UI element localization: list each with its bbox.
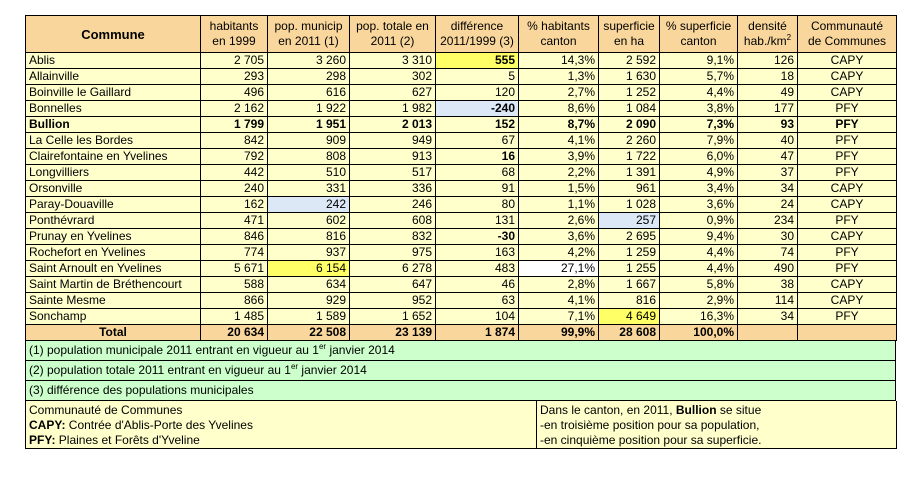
cell-hab: 162 bbox=[201, 197, 268, 213]
cell-pm: 937 bbox=[268, 245, 350, 261]
cell-diff: 68 bbox=[436, 165, 519, 181]
cell-name: Paray-Douaville bbox=[26, 197, 201, 213]
cell-pt: 3 310 bbox=[350, 53, 436, 69]
total-row bbox=[26, 325, 897, 341]
cell-name: Boinville le Gaillard bbox=[26, 85, 201, 101]
cell-ps: 5,7% bbox=[660, 69, 738, 85]
cell-cc: CAPY bbox=[798, 229, 897, 245]
cell-pt: 949 bbox=[350, 133, 436, 149]
cell-sup: 1 252 bbox=[599, 85, 660, 101]
cell-pm: 1 589 bbox=[268, 309, 350, 325]
cell-ph: 7,1% bbox=[519, 309, 599, 325]
cell-pm: 510 bbox=[268, 165, 350, 181]
cell-dens: 24 bbox=[738, 197, 798, 213]
cell-sup: 961 bbox=[599, 181, 660, 197]
cell-sup: 1 391 bbox=[599, 165, 660, 181]
cell-hab: 588 bbox=[201, 277, 268, 293]
cell-diff: -240 bbox=[436, 101, 519, 117]
cell-cc: CAPY bbox=[798, 197, 897, 213]
legend-communautes bbox=[26, 401, 537, 449]
table-row bbox=[26, 293, 897, 309]
cell-dens: 126 bbox=[738, 53, 798, 69]
cell-ps: 9,4% bbox=[660, 229, 738, 245]
cell-cc: CAPY bbox=[798, 277, 897, 293]
notes-table bbox=[25, 341, 896, 401]
cell-sup: 4 649 bbox=[599, 309, 660, 325]
table-row bbox=[26, 213, 897, 229]
cell-cc: PFY bbox=[798, 101, 897, 117]
cell-ps: 7,3% bbox=[660, 117, 738, 133]
cell-hab: 846 bbox=[201, 229, 268, 245]
cell-pm: 3 260 bbox=[268, 53, 350, 69]
cell-ps: 4,4% bbox=[660, 261, 738, 277]
total-cc bbox=[798, 325, 897, 341]
cell-pt: 302 bbox=[350, 69, 436, 85]
total-diff: 1 874 bbox=[436, 325, 519, 341]
cell-sup: 2 260 bbox=[599, 133, 660, 149]
cell-dens: 49 bbox=[738, 85, 798, 101]
table-row bbox=[26, 197, 897, 213]
cell-pm: 331 bbox=[268, 181, 350, 197]
cell-cc: CAPY bbox=[798, 85, 897, 101]
cell-name: Bonnelles bbox=[26, 101, 201, 117]
cell-hab: 842 bbox=[201, 133, 268, 149]
cell-ps: 16,3% bbox=[660, 309, 738, 325]
cell-hab: 2 705 bbox=[201, 53, 268, 69]
cell-diff: 67 bbox=[436, 133, 519, 149]
cell-hab: 442 bbox=[201, 165, 268, 181]
cell-pt: 6 278 bbox=[350, 261, 436, 277]
cell-diff: 16 bbox=[436, 149, 519, 165]
cell-dens: 34 bbox=[738, 309, 798, 325]
table-row bbox=[26, 181, 897, 197]
cell-ps: 3,4% bbox=[660, 181, 738, 197]
cell-pm: 602 bbox=[268, 213, 350, 229]
cell-name: Allainville bbox=[26, 69, 201, 85]
cell-cc: CAPY bbox=[798, 293, 897, 309]
cell-cc: CAPY bbox=[798, 53, 897, 69]
total-dens bbox=[738, 325, 798, 341]
cell-hab: 1 799 bbox=[201, 117, 268, 133]
total-ps: 100,0% bbox=[660, 325, 738, 341]
cell-ps: 6,0% bbox=[660, 149, 738, 165]
cell-name: Prunay en Yvelines bbox=[26, 229, 201, 245]
cell-dens: 18 bbox=[738, 69, 798, 85]
cell-dens: 34 bbox=[738, 181, 798, 197]
cell-name: Orsonville bbox=[26, 181, 201, 197]
cell-cc: PFY bbox=[798, 309, 897, 325]
col-poptot2011: pop. totale en 2011 (2) bbox=[350, 16, 436, 53]
col-pct-hab: % habitants canton bbox=[519, 16, 599, 53]
cell-sup: 1 028 bbox=[599, 197, 660, 213]
total-ph: 99,9% bbox=[519, 325, 599, 341]
cell-pt: 1 982 bbox=[350, 101, 436, 117]
cell-name: Ponthévrard bbox=[26, 213, 201, 229]
cell-ph: 4,1% bbox=[519, 133, 599, 149]
cell-ph: 4,2% bbox=[519, 245, 599, 261]
table-row bbox=[26, 133, 897, 149]
cell-sup: 1 255 bbox=[599, 261, 660, 277]
cell-pm: 909 bbox=[268, 133, 350, 149]
cell-diff: 131 bbox=[436, 213, 519, 229]
cell-ph: 1,5% bbox=[519, 181, 599, 197]
col-superficie: superficie en ha bbox=[599, 16, 660, 53]
cell-name: Sainte Mesme bbox=[26, 293, 201, 309]
remark-box bbox=[537, 401, 897, 449]
cell-diff: 152 bbox=[436, 117, 519, 133]
cell-hab: 774 bbox=[201, 245, 268, 261]
cell-dens: 37 bbox=[738, 165, 798, 181]
cell-sup: 1 630 bbox=[599, 69, 660, 85]
cell-pt: 952 bbox=[350, 293, 436, 309]
table-row bbox=[26, 245, 897, 261]
cell-pt: 336 bbox=[350, 181, 436, 197]
cell-ps: 4,4% bbox=[660, 85, 738, 101]
cell-sup: 1 667 bbox=[599, 277, 660, 293]
table-row bbox=[26, 53, 897, 69]
cell-pt: 517 bbox=[350, 165, 436, 181]
cell-pt: 246 bbox=[350, 197, 436, 213]
cell-pm: 6 154 bbox=[268, 261, 350, 277]
cell-pm: 298 bbox=[268, 69, 350, 85]
cell-name: Rochefort en Yvelines bbox=[26, 245, 201, 261]
cell-diff: -30 bbox=[436, 229, 519, 245]
total-hab: 20 634 bbox=[201, 325, 268, 341]
cell-sup: 2 592 bbox=[599, 53, 660, 69]
cell-pm: 816 bbox=[268, 229, 350, 245]
header-row bbox=[26, 16, 897, 53]
note-2: (2) population totale 2011 entrant en vigueur au 1er janvier 2014 bbox=[26, 361, 896, 381]
cell-sup: 2 090 bbox=[599, 117, 660, 133]
table-row bbox=[26, 165, 897, 181]
table-row bbox=[26, 117, 897, 133]
cell-pt: 627 bbox=[350, 85, 436, 101]
total-sup: 28 608 bbox=[599, 325, 660, 341]
cell-diff: 104 bbox=[436, 309, 519, 325]
legend-table bbox=[25, 401, 897, 449]
table-row bbox=[26, 69, 897, 85]
cell-cc: PFY bbox=[798, 213, 897, 229]
cell-name: Sonchamp bbox=[26, 309, 201, 325]
cell-dens: 74 bbox=[738, 245, 798, 261]
cell-hab: 5 671 bbox=[201, 261, 268, 277]
cell-dens: 40 bbox=[738, 133, 798, 149]
cell-sup: 1 084 bbox=[599, 101, 660, 117]
cell-pm: 616 bbox=[268, 85, 350, 101]
cell-cc: PFY bbox=[798, 117, 897, 133]
total-label: Total bbox=[26, 325, 201, 341]
table-row bbox=[26, 85, 897, 101]
cell-cc: PFY bbox=[798, 133, 897, 149]
cell-pm: 242 bbox=[268, 197, 350, 213]
cell-hab: 1 485 bbox=[201, 309, 268, 325]
cell-ps: 2,9% bbox=[660, 293, 738, 309]
cell-name: Ablis bbox=[26, 53, 201, 69]
table-row bbox=[26, 277, 897, 293]
cell-dens: 114 bbox=[738, 293, 798, 309]
cell-sup: 1 722 bbox=[599, 149, 660, 165]
col-densite: densité $hab./km^2$ bbox=[738, 16, 798, 53]
cell-hab: 866 bbox=[201, 293, 268, 309]
cell-dens: 177 bbox=[738, 101, 798, 117]
cell-hab: 2 162 bbox=[201, 101, 268, 117]
cell-pt: 832 bbox=[350, 229, 436, 245]
cell-cc: CAPY bbox=[798, 69, 897, 85]
cell-cc: PFY bbox=[798, 149, 897, 165]
cell-ps: 4,9% bbox=[660, 165, 738, 181]
cell-diff: 163 bbox=[436, 245, 519, 261]
total-pt: 23 139 bbox=[350, 325, 436, 341]
table-row bbox=[26, 149, 897, 165]
cell-ph: 2,8% bbox=[519, 277, 599, 293]
cell-pt: 975 bbox=[350, 245, 436, 261]
cell-dens: 490 bbox=[738, 261, 798, 277]
population-table-frame bbox=[25, 15, 896, 449]
cell-dens: 93 bbox=[738, 117, 798, 133]
cell-pt: 913 bbox=[350, 149, 436, 165]
cell-name: Saint Martin de Bréthencourt bbox=[26, 277, 201, 293]
cell-name: Saint Arnoult en Yvelines bbox=[26, 261, 201, 277]
cell-ps: 7,9% bbox=[660, 133, 738, 149]
cell-name: Clairefontaine en Yvelines bbox=[26, 149, 201, 165]
cell-pm: 634 bbox=[268, 277, 350, 293]
cell-ps: 9,1% bbox=[660, 53, 738, 69]
cell-diff: 91 bbox=[436, 181, 519, 197]
cell-ph: 2,2% bbox=[519, 165, 599, 181]
cell-ph: 1,3% bbox=[519, 69, 599, 85]
cell-ps: 5,8% bbox=[660, 277, 738, 293]
cell-dens: 38 bbox=[738, 277, 798, 293]
cell-name: Longvilliers bbox=[26, 165, 201, 181]
legend-pfy: PFY: Plaines et Forêts d'Yveline bbox=[29, 433, 200, 447]
cell-ps: 0,9% bbox=[660, 213, 738, 229]
col-communaute: Communauté de Communes bbox=[798, 16, 897, 53]
cell-sup: 2 695 bbox=[599, 229, 660, 245]
cell-dens: 47 bbox=[738, 149, 798, 165]
cell-hab: 471 bbox=[201, 213, 268, 229]
cell-ps: 3,6% bbox=[660, 197, 738, 213]
cell-cc: CAPY bbox=[798, 181, 897, 197]
cell-cc: PFY bbox=[798, 165, 897, 181]
cell-ph: 8,6% bbox=[519, 101, 599, 117]
cell-ps: 3,8% bbox=[660, 101, 738, 117]
cell-diff: 483 bbox=[436, 261, 519, 277]
cell-hab: 496 bbox=[201, 85, 268, 101]
cell-pt: 608 bbox=[350, 213, 436, 229]
legend-title: Communauté de Communes bbox=[29, 403, 183, 417]
remark-line-1: Dans le canton, en 2011, Bullion se situe bbox=[540, 403, 762, 417]
remark-line-2: -en troisième position pour sa population, bbox=[540, 418, 760, 432]
cell-hab: 240 bbox=[201, 181, 268, 197]
cell-diff: 5 bbox=[436, 69, 519, 85]
cell-ph: 3,6% bbox=[519, 229, 599, 245]
cell-sup: 257 bbox=[599, 213, 660, 229]
col-diff: différence 2011/1999 (3) bbox=[436, 16, 519, 53]
cell-diff: 46 bbox=[436, 277, 519, 293]
cell-ph: 4,1% bbox=[519, 293, 599, 309]
note-3: (3) différence des populations municipales bbox=[26, 381, 896, 401]
cell-name: Bullion bbox=[26, 117, 201, 133]
cell-dens: 30 bbox=[738, 229, 798, 245]
cell-cc: PFY bbox=[798, 261, 897, 277]
cell-diff: 555 bbox=[436, 53, 519, 69]
cell-ph: 1,1% bbox=[519, 197, 599, 213]
table-row bbox=[26, 229, 897, 245]
total-pm: 22 508 bbox=[268, 325, 350, 341]
table-row bbox=[26, 261, 897, 277]
cell-hab: 792 bbox=[201, 149, 268, 165]
cell-ph: 27,1% bbox=[519, 261, 599, 277]
cell-name: La Celle les Bordes bbox=[26, 133, 201, 149]
col-popmun2011: pop. municip en 2011 (1) bbox=[268, 16, 350, 53]
col-commune: Commune bbox=[26, 16, 201, 53]
cell-pm: 1 922 bbox=[268, 101, 350, 117]
note-1: (1) population municipale 2011 entrant en vigueur au 1er janvier 2014 bbox=[26, 341, 896, 361]
legend-capy: CAPY: Contrée d'Ablis-Porte des Yvelines bbox=[29, 418, 253, 432]
cell-cc: PFY bbox=[798, 245, 897, 261]
cell-sup: 1 259 bbox=[599, 245, 660, 261]
remark-line-3: -en cinquième position pour sa superficie. bbox=[540, 433, 762, 447]
cell-ph: 14,3% bbox=[519, 53, 599, 69]
cell-pm: 929 bbox=[268, 293, 350, 309]
population-table bbox=[25, 15, 897, 341]
table-row bbox=[26, 101, 897, 117]
cell-pm: 808 bbox=[268, 149, 350, 165]
cell-pt: 647 bbox=[350, 277, 436, 293]
cell-diff: 63 bbox=[436, 293, 519, 309]
cell-ph: 2,6% bbox=[519, 213, 599, 229]
cell-ps: 4,4% bbox=[660, 245, 738, 261]
cell-pt: 2 013 bbox=[350, 117, 436, 133]
cell-diff: 120 bbox=[436, 85, 519, 101]
table-row bbox=[26, 309, 897, 325]
cell-ph: 3,9% bbox=[519, 149, 599, 165]
col-hab1999: habitants en 1999 bbox=[201, 16, 268, 53]
cell-diff: 80 bbox=[436, 197, 519, 213]
cell-ph: 8,7% bbox=[519, 117, 599, 133]
cell-dens: 234 bbox=[738, 213, 798, 229]
cell-pt: 1 652 bbox=[350, 309, 436, 325]
cell-sup: 816 bbox=[599, 293, 660, 309]
cell-hab: 293 bbox=[201, 69, 268, 85]
cell-pm: 1 951 bbox=[268, 117, 350, 133]
cell-ph: 2,7% bbox=[519, 85, 599, 101]
col-pct-sup: % superficie canton bbox=[660, 16, 738, 53]
